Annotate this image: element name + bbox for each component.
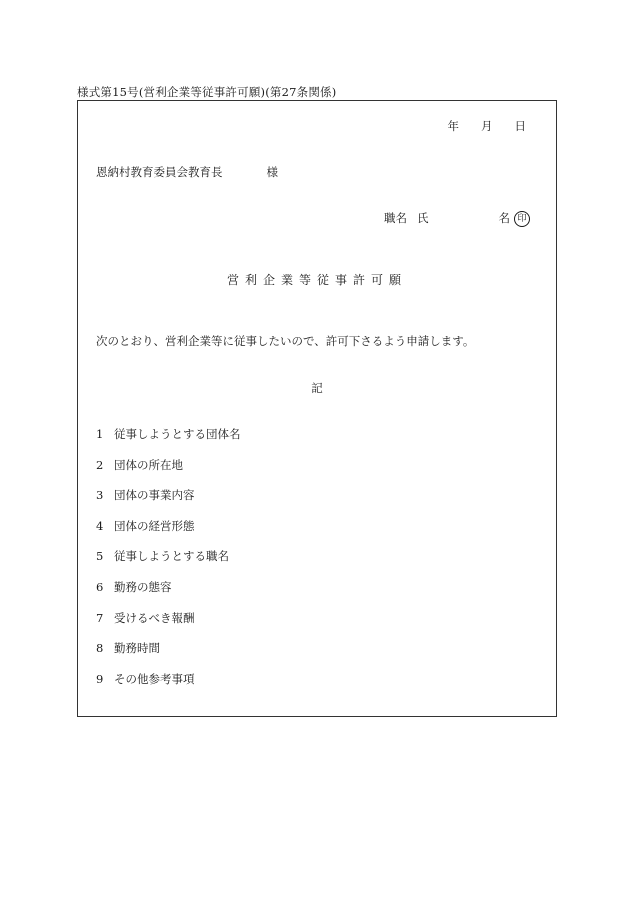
item-text: 団体の経営形態 xyxy=(114,519,195,533)
list-item xyxy=(96,611,195,625)
item-number: 9 xyxy=(96,672,104,686)
item-text: 勤務時間 xyxy=(114,641,160,655)
addressee-line xyxy=(96,165,278,179)
item-number: 1 xyxy=(96,427,104,441)
applicant-name-label-1: 氏 xyxy=(417,211,429,225)
list-item xyxy=(96,641,160,655)
item-number: 2 xyxy=(96,458,104,472)
date-month-label: 月 xyxy=(481,119,493,133)
date-line xyxy=(448,119,527,133)
item-number: 4 xyxy=(96,519,104,533)
item-number: 3 xyxy=(96,488,104,502)
date-day-label: 日 xyxy=(514,119,526,133)
document-title: 営利企業等従事許可願 xyxy=(226,273,407,287)
item-text: 従事しようとする職名 xyxy=(114,549,229,563)
applicant-name-label-2: 名 xyxy=(498,211,510,225)
addressee-name: 恩納村教育委員会教育長 xyxy=(96,165,223,179)
list-item xyxy=(96,580,172,594)
item-text: 団体の所在地 xyxy=(114,458,183,472)
ki-heading: 記 xyxy=(311,381,323,395)
list-item xyxy=(96,427,241,441)
list-item xyxy=(96,519,195,533)
list-item xyxy=(96,549,229,563)
addressee-honorific: 様 xyxy=(266,165,278,179)
date-year-label: 年 xyxy=(447,119,459,133)
item-number: 6 xyxy=(96,580,104,594)
item-text: 受けるべき報酬 xyxy=(114,611,195,625)
applicant-line xyxy=(384,211,530,227)
applicant-post-label: 職名 xyxy=(384,211,407,225)
form-caption: 様式第15号(営利企業等従事許可願)(第27条関係) xyxy=(77,85,337,99)
item-number: 8 xyxy=(96,641,104,655)
list-item xyxy=(96,488,195,502)
list-item xyxy=(96,458,183,472)
form-frame xyxy=(77,100,557,717)
item-text: 団体の事業内容 xyxy=(114,488,195,502)
seal-icon: 印 xyxy=(514,211,530,227)
item-text: 勤務の態容 xyxy=(114,580,172,594)
item-number: 5 xyxy=(96,549,104,563)
item-text: 従事しようとする団体名 xyxy=(114,427,241,441)
list-item xyxy=(96,672,195,686)
request-text: 次のとおり、営利企業等に従事したいので、許可下さるよう申請します。 xyxy=(96,334,475,348)
item-number: 7 xyxy=(96,611,104,625)
item-text: その他参考事項 xyxy=(114,672,195,686)
